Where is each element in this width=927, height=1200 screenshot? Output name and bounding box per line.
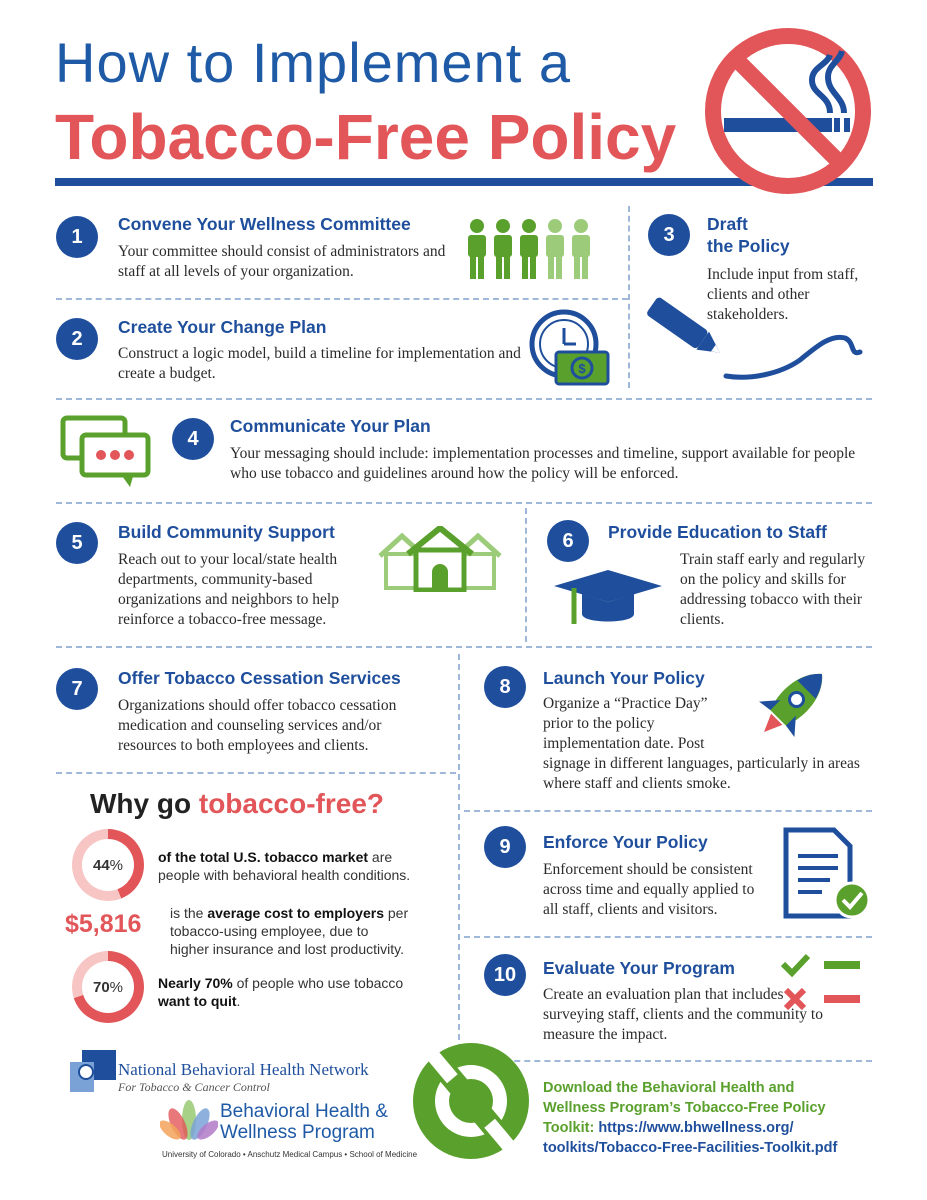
pencil-icon: [640, 296, 870, 386]
step-number-10: 10: [484, 954, 526, 996]
divider: [628, 206, 630, 388]
divider: [56, 502, 872, 504]
nbhn-subtitle: For Tobacco & Cancer Control: [118, 1080, 270, 1094]
houses-icon: [378, 526, 502, 592]
step-text-8-wide: signage in different languages, particularly in areas where staff and clients smoke.: [543, 755, 860, 792]
stat-70-value: 70 %: [82, 961, 134, 1013]
step-title-6: Provide Education to Staff: [608, 522, 827, 542]
nbhn-name: National Behavioral Health Network: [118, 1060, 369, 1079]
step-title-5: Build Community Support: [118, 522, 335, 542]
download-text: Download the Behavioral Health and Wellness Program’s Tobacco-Free Policy Toolkit: https://www.bhwellness.org/ toolkits/Tobacco-Free-Facilities-Toolkit.pdf: [543, 1078, 883, 1158]
divider: [464, 810, 872, 812]
chat-bubbles-icon: [60, 415, 152, 489]
stat-44-text: of the total U.S. tobacco market are people with behavioral health conditions.: [158, 849, 411, 883]
no-smoking-icon: [702, 25, 874, 197]
divider: [525, 508, 527, 642]
download-toolkit-icon: [410, 1040, 532, 1162]
step-title-10: Evaluate Your Program: [543, 958, 735, 978]
step-title-2: Create Your Change Plan: [118, 317, 327, 337]
title-line-2: Tobacco-Free Policy: [55, 101, 677, 173]
step-text-9: Enforcement should be consistent across time and equally applied to all staff, clients and visitors.: [543, 861, 755, 918]
step-number-7: 7: [56, 668, 98, 710]
step-number-1: 1: [56, 216, 98, 258]
step-title-3-line-1: Draft: [707, 214, 748, 234]
bhwp-affiliation: University of Colorado • Anschutz Medical Campus • School of Medicine: [162, 1150, 418, 1159]
step-title-3: [707, 213, 790, 257]
step-text-5: Reach out to your local/state health departments, community-based organizations and neighbors to help reinforce a tobacco-free message.: [118, 551, 339, 628]
divider: [464, 936, 872, 938]
divider: [56, 772, 456, 774]
step-text-7: Organizations should offer tobacco cessation medication and counseling services and/or resources to both employees and clients.: [118, 697, 397, 754]
clock-money-icon: [528, 308, 612, 390]
divider: [458, 654, 460, 1060]
step-title-4: Communicate Your Plan: [230, 416, 431, 436]
why-heading-part-1: Why go: [90, 788, 199, 819]
step-number-6: 6: [547, 520, 589, 562]
step-text-8-narrow: Organize a “Practice Day” prior to the policy implementation date. Post: [543, 695, 708, 752]
step-text-3: Include input from staff, clients and other stakeholders.: [707, 266, 859, 323]
step-title-9: Enforce Your Policy: [543, 832, 708, 852]
step-number-5: 5: [56, 522, 98, 564]
stat-70-text: Nearly 70% of people who use tobacco want to quit.: [158, 975, 404, 1009]
rocket-icon: [748, 660, 838, 746]
step-text-2: Construct a logic model, build a timeline for implementation and create a budget.: [118, 345, 521, 382]
divider: [56, 298, 628, 300]
toolkit-link-cont[interactable]: toolkits/Tobacco-Free-Facilities-Toolkit.pdf: [543, 1140, 838, 1156]
bhwp-name: Behavioral Health & Wellness Program: [220, 1101, 388, 1143]
stat-cost-text: is the average cost to employers per tobacco-using employee, due to higher insurance and lost productivity.: [170, 905, 409, 957]
why-heading: [90, 788, 384, 820]
graduation-cap-icon: [552, 568, 664, 630]
divider: [56, 398, 872, 400]
check-x-icon: [780, 952, 864, 1014]
step-text-10: Create an evaluation plan that includes surveying staff, clients and the community to measure the impact.: [543, 986, 823, 1043]
nbhn-logo-icon: [68, 1048, 118, 1094]
why-heading-part-2: tobacco-free?: [198, 788, 385, 819]
svg-text:$: $: [578, 361, 586, 376]
step-title-8: Launch Your Policy: [543, 668, 705, 688]
step-text-1: Your committee should consist of administrators and staff at all levels of your organization.: [118, 243, 446, 280]
step-number-3: 3: [648, 214, 690, 256]
document-check-icon: [782, 826, 874, 922]
step-text-6: Train staff early and regularly on the policy and skills for addressing tobacco with their clients.: [680, 551, 866, 628]
toolkit-link[interactable]: https://www.bhwellness.org/: [598, 1120, 794, 1136]
step-text-4: Your messaging should include: implementation processes and timeline, support available for people who use tobacco and guidelines around how the policy will be enforced.: [230, 445, 856, 482]
title-line-1: How to Implement a: [55, 31, 571, 94]
step-title-3-line-2: the Policy: [707, 236, 790, 256]
step-number-2: 2: [56, 318, 98, 360]
stat-44-value: 44 %: [82, 839, 134, 891]
step-title-7: Offer Tobacco Cessation Services: [118, 668, 401, 688]
step-number-9: 9: [484, 826, 526, 868]
stat-44-ring: [72, 829, 144, 901]
stat-70-ring: [72, 951, 144, 1023]
step-number-4: 4: [172, 418, 214, 460]
bhwp-lotus-logo: [160, 1098, 218, 1144]
divider: [56, 646, 872, 648]
step-number-8: 8: [484, 666, 526, 708]
committee-people-icon: [465, 218, 595, 282]
stat-cost-value: $5,816: [65, 910, 142, 938]
step-title-1: Convene Your Wellness Committee: [118, 214, 411, 234]
